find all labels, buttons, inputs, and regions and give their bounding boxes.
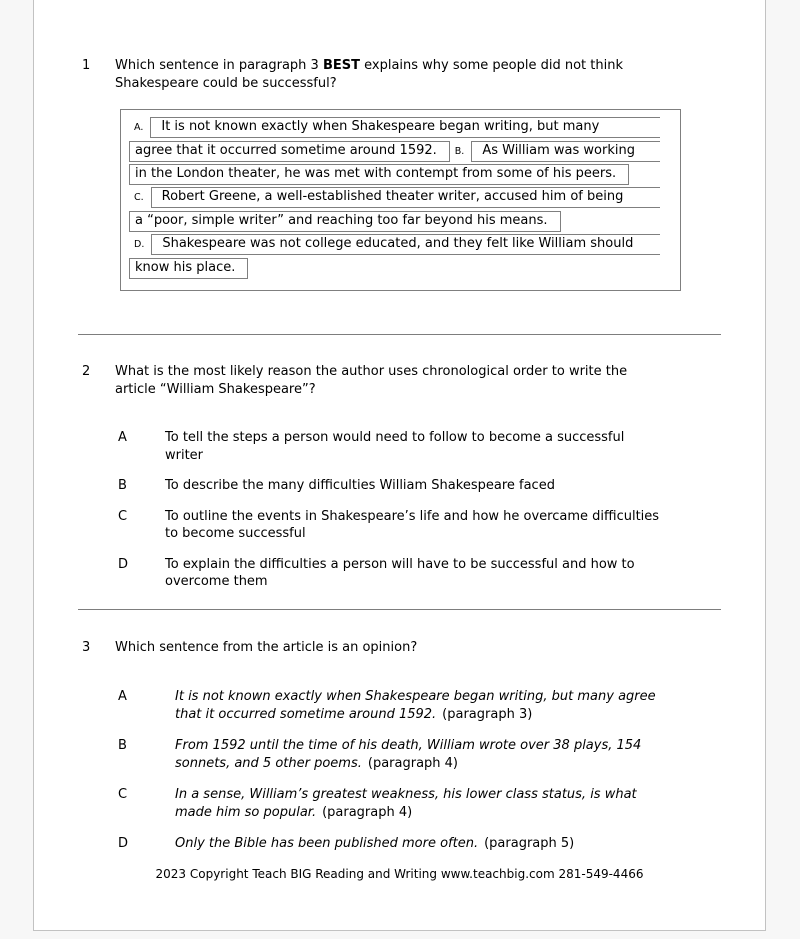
question-3-options: [34, 688, 765, 853]
quote-text: From 1592 until the time of his death, William wrote over 38 plays, 154: [175, 738, 642, 754]
answer-box-line: [121, 116, 680, 139]
choice-d-sentence-part-1: Shakespeare was not college educated, and they felt like William should: [151, 234, 660, 255]
choice-a-sentence-part-2: agree that it occurred sometime around 1592.: [129, 141, 450, 162]
option-quote-line: [175, 737, 641, 755]
option-text: [165, 477, 555, 495]
question-2-line-1: What is the most likely reason the author uses chronological order to write the: [115, 364, 628, 380]
copyright-footer: 2023 Copyright Teach BIG Reading and Writing www.teachbig.com 281-549-4466: [155, 866, 644, 881]
question-1-header: [34, 57, 765, 93]
option-text-line: writer: [165, 447, 204, 463]
choice-label-a: A.: [134, 122, 144, 134]
option-text-line: To outline the events in Shakespeare’s life and how he overcame difficulties: [165, 508, 660, 524]
quote-text: It is not known exactly when Shakespeare began writing, but many agree: [175, 689, 656, 705]
paragraph-citation: (paragraph 4): [322, 804, 413, 820]
option-letter: D: [118, 836, 129, 852]
quote-text: sonnets, and 5 other poems.: [175, 755, 362, 771]
paragraph-citation: (paragraph 3): [442, 706, 533, 722]
option-quote-line: [175, 688, 656, 706]
quote-text: Only the Bible has been published more often.: [175, 836, 479, 852]
question-2-header: [34, 363, 765, 399]
option-letter: B: [118, 738, 127, 754]
option-letter: B: [118, 478, 127, 494]
option-text-line: to become successful: [165, 526, 306, 542]
question-2-option-b: [118, 477, 765, 495]
option-text-line: To tell the steps a person would need to follow to become a successful: [165, 430, 625, 446]
option-letter: D: [118, 556, 129, 572]
question-3-number: 3: [82, 640, 91, 656]
option-text: [175, 737, 641, 772]
answer-box-line: [121, 163, 680, 186]
answer-box-line: [121, 256, 680, 279]
option-quote-line: [175, 835, 574, 853]
question-1-text-before: Which sentence in paragraph 3: [115, 58, 323, 73]
question-1-bold-keyword: BEST: [322, 58, 360, 73]
option-quote-line: [175, 804, 637, 822]
question-2-options: [34, 429, 765, 591]
question-1-text-after: explains why some people did not think: [359, 58, 623, 73]
question-1-number: 1: [82, 58, 91, 73]
question-3-option-b: [118, 737, 765, 772]
answer-box-line: [121, 210, 680, 233]
worksheet-page: [33, 0, 766, 931]
choice-label-b: B.: [454, 145, 465, 157]
question-3-line-1: Which sentence from the article is an opinion?: [115, 640, 418, 656]
quote-text: that it occurred sometime around 1592.: [175, 706, 437, 722]
option-letter: A: [118, 430, 127, 446]
option-text: [175, 786, 637, 821]
option-quote-line: [175, 755, 641, 773]
option-quote-line: [175, 786, 637, 804]
choice-c-sentence-part-2: a “poor, simple writer” and reaching too far beyond his means.: [129, 211, 561, 232]
paragraph-citation: (paragraph 4): [367, 755, 459, 771]
option-text: [165, 508, 659, 543]
answer-box-line: [121, 233, 680, 256]
choice-d-sentence-part-2: know his place.: [129, 258, 248, 279]
question-1-answer-choices-box: [120, 109, 681, 291]
quote-text: made him so popular.: [175, 804, 317, 820]
answer-box-line: [121, 139, 680, 162]
choice-b-sentence-part-2: in the London theater, he was met with contempt from some of his peers.: [129, 164, 629, 185]
option-letter: A: [118, 689, 127, 705]
choice-b-sentence-part-1: As William was working: [471, 141, 660, 162]
option-letter: C: [118, 787, 128, 803]
question-2-line-2: article “William Shakespeare”?: [115, 382, 316, 398]
question-2-option-a: [118, 429, 765, 464]
question-2: [34, 363, 765, 591]
paragraph-citation: (paragraph 5): [484, 836, 575, 852]
question-3-option-c: [118, 786, 765, 821]
quote-text: In a sense, William’s greatest weakness, his lower class status, is what: [175, 787, 637, 803]
question-3-header: [34, 639, 765, 657]
choice-c-sentence-part-1: Robert Greene, a well-established theater writer, accused him of being: [151, 187, 660, 208]
choice-label-c: C.: [134, 192, 144, 204]
question-3-option-a: [118, 688, 765, 723]
answer-box-line: [121, 186, 680, 209]
option-quote-line: [175, 706, 656, 724]
question-3-option-d: [118, 835, 765, 853]
question-1-text: [115, 57, 681, 93]
option-letter: C: [118, 508, 128, 524]
option-text: [165, 429, 624, 464]
option-text-line: To explain the difficulties a person will have to be successful and how to: [165, 556, 635, 572]
option-text-line: overcome them: [165, 574, 268, 590]
question-2-text: [115, 363, 681, 399]
question-2-number: 2: [82, 364, 91, 380]
choice-label-d: D.: [134, 239, 145, 251]
option-text: [175, 835, 574, 853]
section-divider-2: [78, 609, 721, 611]
section-divider-1: [78, 334, 721, 336]
question-2-option-d: [118, 556, 765, 591]
option-text: [165, 556, 635, 591]
option-text: [175, 688, 656, 723]
question-2-option-c: [118, 508, 765, 543]
question-1-line-2: Shakespeare could be successful?: [115, 76, 337, 91]
question-1-line-1: [115, 57, 681, 75]
option-text-line: To describe the many difficulties William Shakespeare faced: [165, 478, 555, 494]
question-3: [34, 639, 765, 853]
question-1: [34, 57, 765, 291]
choice-a-sentence-part-1: It is not known exactly when Shakespeare began writing, but many: [150, 117, 660, 138]
question-3-text: [115, 639, 681, 657]
